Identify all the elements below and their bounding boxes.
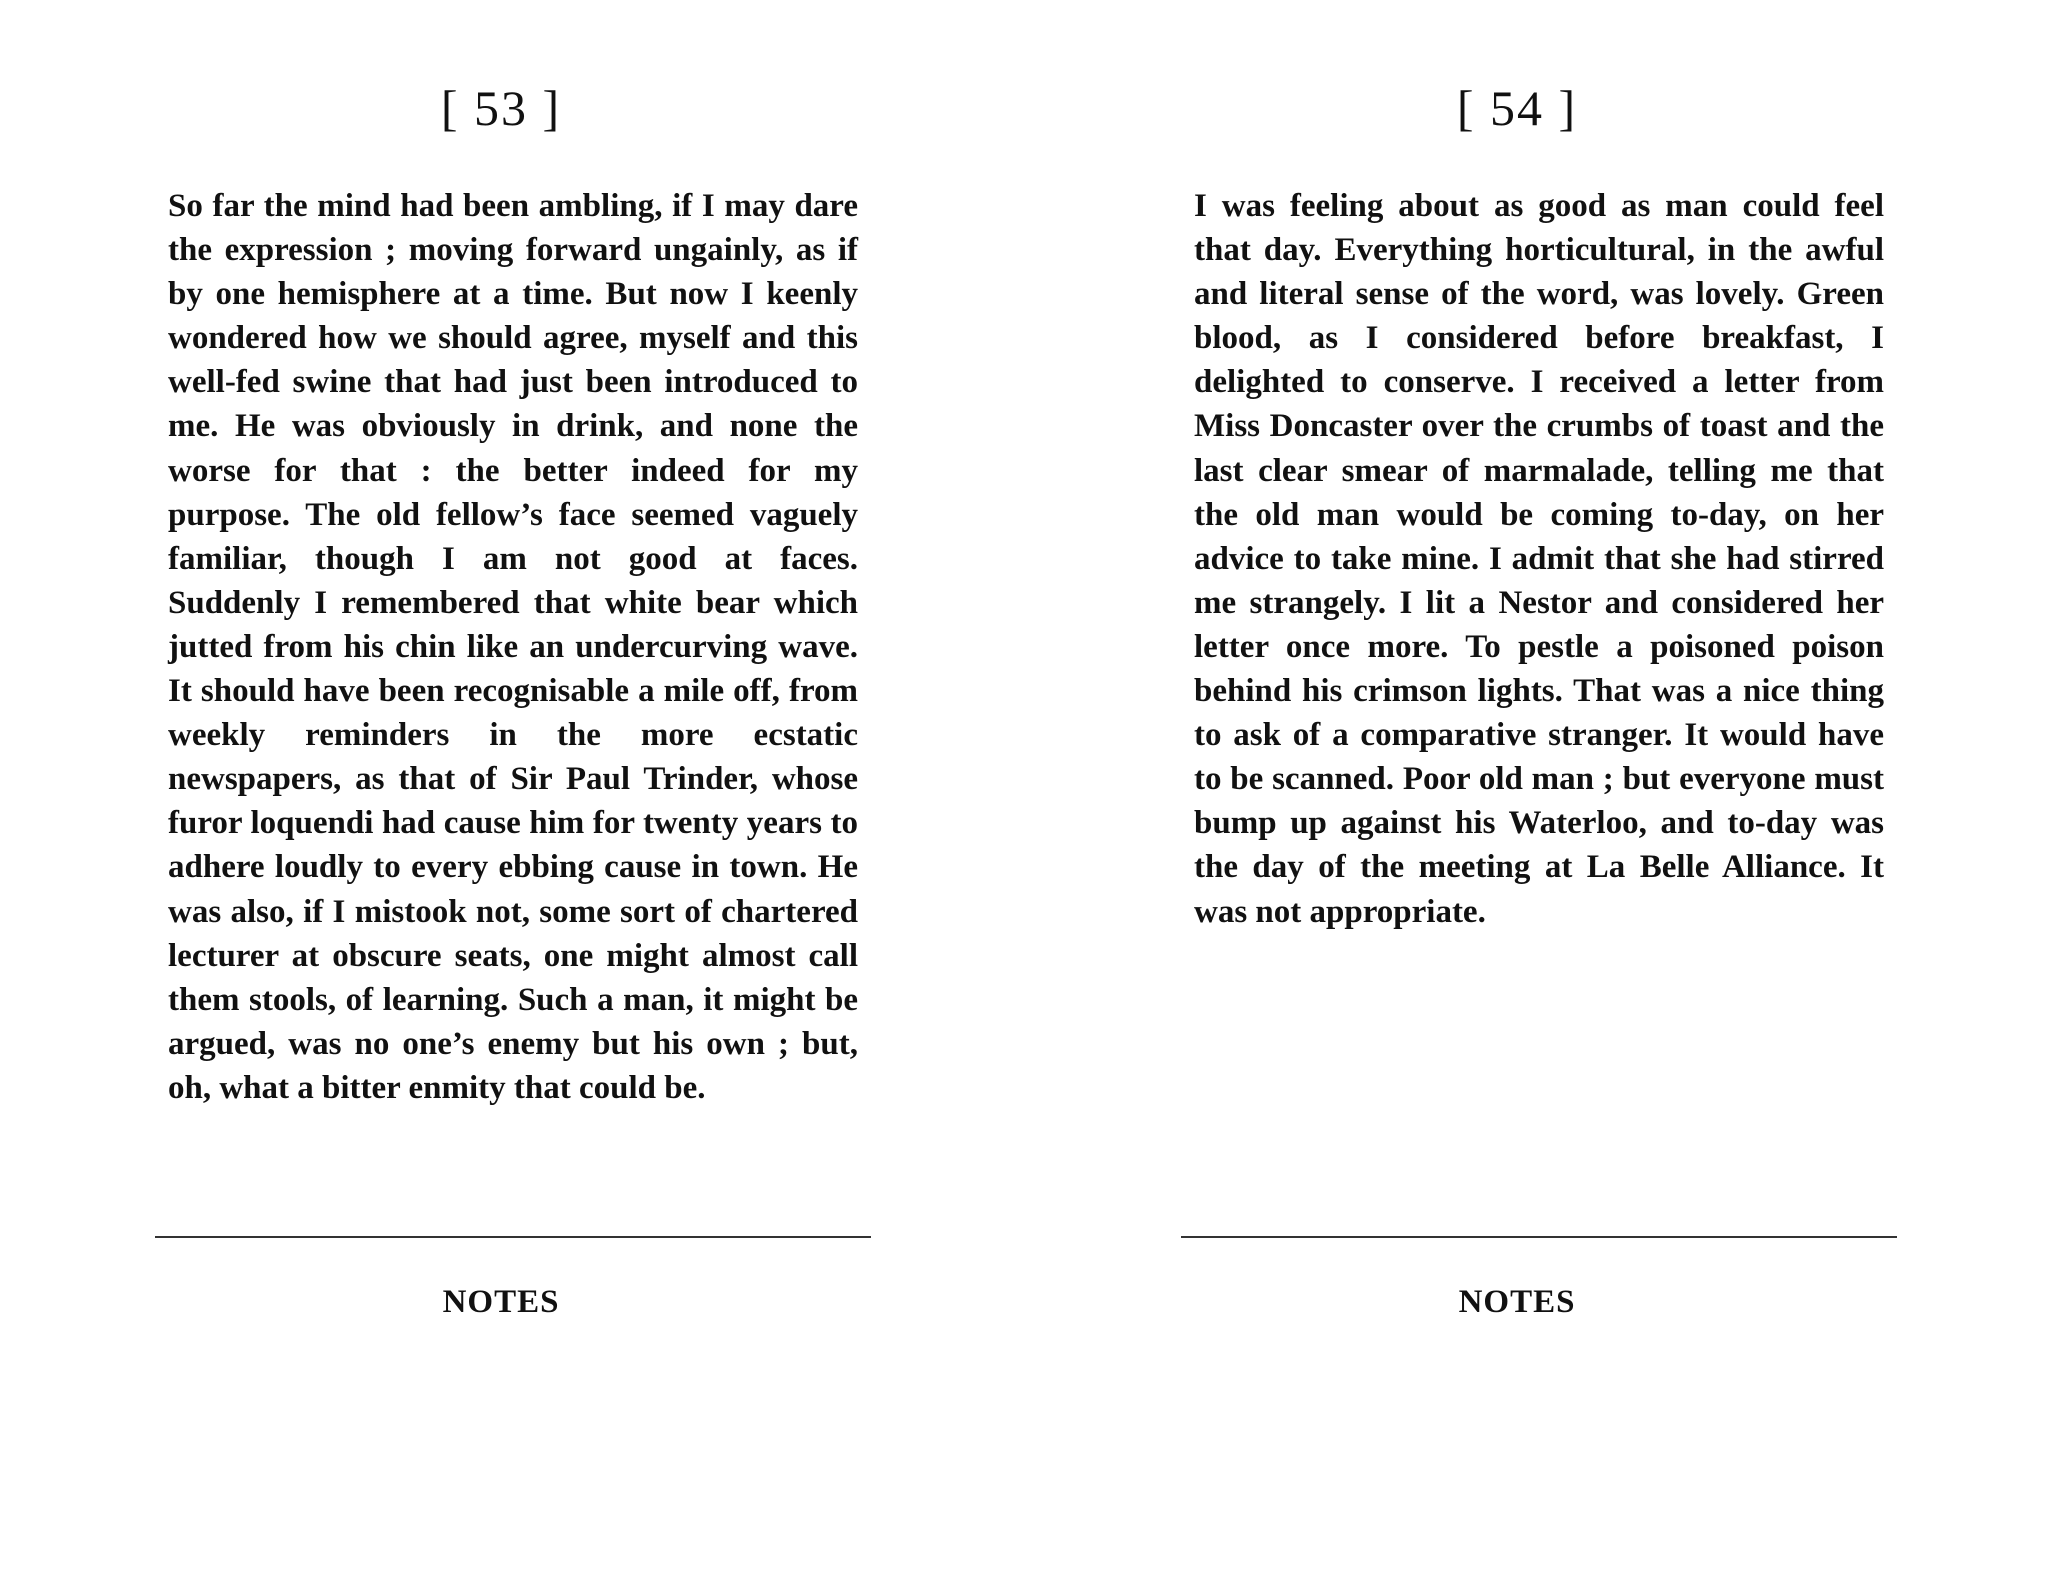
page-number: [ 54 ] xyxy=(1456,80,1578,136)
notes-divider xyxy=(155,1236,871,1238)
notes-heading: NOTES xyxy=(1458,1284,1576,1320)
right-page xyxy=(1024,0,2048,1582)
notes-heading: NOTES xyxy=(442,1284,560,1320)
body-paragraph: I was feeling about as good as man could feel that day. Everything horticultural, in the awful and literal sense of the word, was lovely. Green blood, as I considered before breakfast, I delighted to conserve. I received a letter from Miss Doncaster over the crumbs of toast and the last clear smear of marmalade, telling me that the old man would be coming to-day, on her advice to take mine. I admit that she had stirred me strangely. I lit a Nestor and considered her letter once more. To pestle a poisoned poison behind his crimson lights. That was a nice thing to ask of a comparative stranger. It would have to be scanned. Poor old man ; but everyone must bump up against his Waterloo, and to-day was the day of the meeting at La Belle Alliance. It was not appropriate. xyxy=(1194,188,1884,930)
notes-divider xyxy=(1181,1236,1897,1238)
page-number: [ 53 ] xyxy=(440,80,562,136)
body-paragraph: So far the mind had been ambling, if I may dare the expression ; moving forward ungainly, as if by one hemisphere at a time. But now I keenly wondered how we should agree, myself and this well-fed swine that had just been introduced to me. He was obviously in drink, and none the worse for that : the better indeed for my purpose. The old fellow’s face seemed vaguely familiar, though I am not good at faces. Suddenly I remembered that white bear which jutted from his chin like an undercurving wave. It should have been recognisable a mile off, from weekly reminders in the more ecstatic newspapers, as that of Sir Paul Trinder, whose furor loquendi had cause him for twenty years to adhere loudly to every ebbing cause in town. He was also, if I mistook not, some sort of chartered lecturer at obscure seats, one might almost call them stools, of learning. Such a man, it might be argued, was no one’s enemy but his own ; but, oh, what a bitter enmity that could be. xyxy=(168,188,858,1106)
